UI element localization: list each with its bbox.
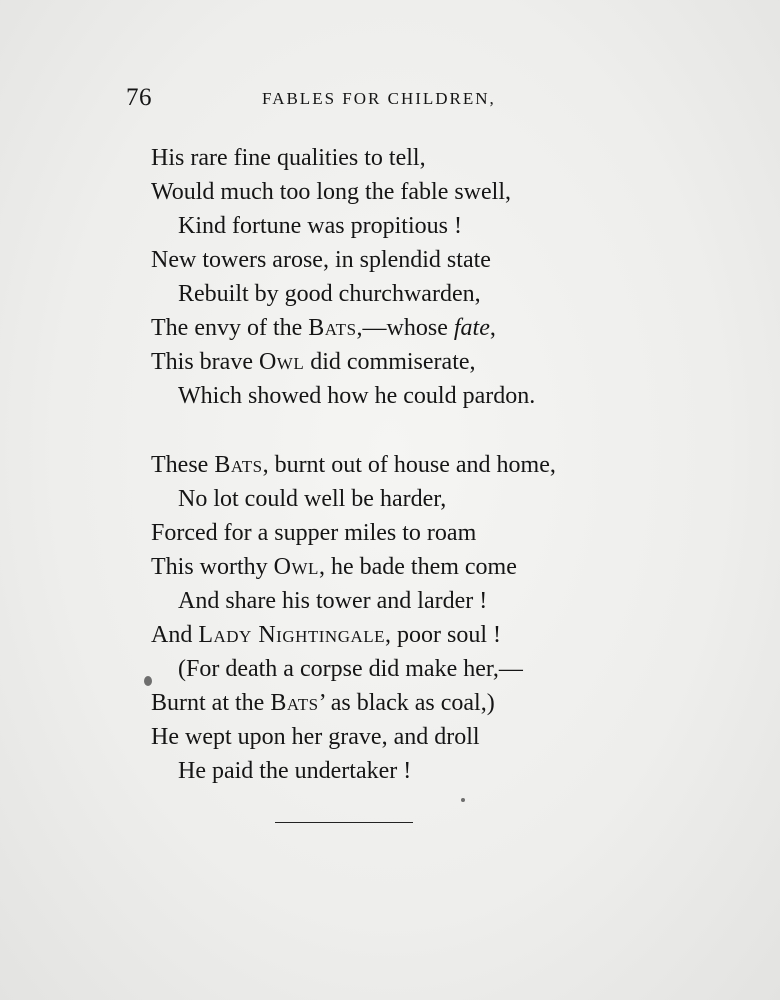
poem-line: Which showed how he could pardon. [178,383,536,409]
poem-line [151,686,671,720]
poem-line: No lot could well be harder, [178,486,447,512]
line-text: This worthy [151,554,274,580]
ink-speck [461,798,465,802]
line-text: Burnt at the [151,690,271,716]
poem-line: Would much too long the fable swell, [151,179,511,205]
poem-line: Forced for a supper miles to roam [151,520,477,546]
line-text: , burnt out of house and home, [262,452,556,478]
line-text: And [151,622,199,648]
small-caps-name: Bats [308,315,357,341]
stanza-2 [151,448,671,788]
small-caps-name: Bats [214,452,263,478]
poem-line [151,448,671,482]
poem-line: And share his tower and larder ! [178,588,488,614]
page-number: 76 [126,84,152,111]
poem-line [151,311,671,345]
poem-line: Kind fortune was propitious ! [178,213,462,239]
line-text: ’ as black as coal,) [318,690,495,716]
line-text: ,—whose [356,315,454,341]
small-caps-name: Owl [273,554,319,580]
stanza-1 [151,141,671,413]
poem-line: New towers arose, in splendid state [151,247,491,273]
running-head: FABLES FOR CHILDREN, [262,89,496,108]
page-header [0,84,780,120]
ink-speck [144,676,152,686]
italic-word: fate [453,315,490,341]
small-caps-name: Lady Nightingale [198,622,386,648]
line-text: did commiserate, [304,349,476,375]
poem-line [151,345,671,379]
line-text: This brave [151,349,259,375]
poem-line [151,618,671,652]
line-text: The envy of the [151,315,309,341]
line-text: These [151,452,215,478]
line-text: , poor soul ! [385,622,502,648]
section-rule [275,822,413,823]
poem-line: He wept upon her grave, and droll [151,724,480,750]
line-text: , [489,315,496,341]
poem-line: Rebuilt by good churchwarden, [178,281,481,307]
line-text: , he bade them come [318,554,517,580]
poem-line: His rare fine qualities to tell, [151,145,426,171]
poem-line [151,550,671,584]
poem-line: He paid the undertaker ! [178,758,412,784]
small-caps-name: Bats [270,690,319,716]
small-caps-name: Owl [258,349,305,375]
poem-line: (For death a corpse did make her,— [178,656,523,682]
